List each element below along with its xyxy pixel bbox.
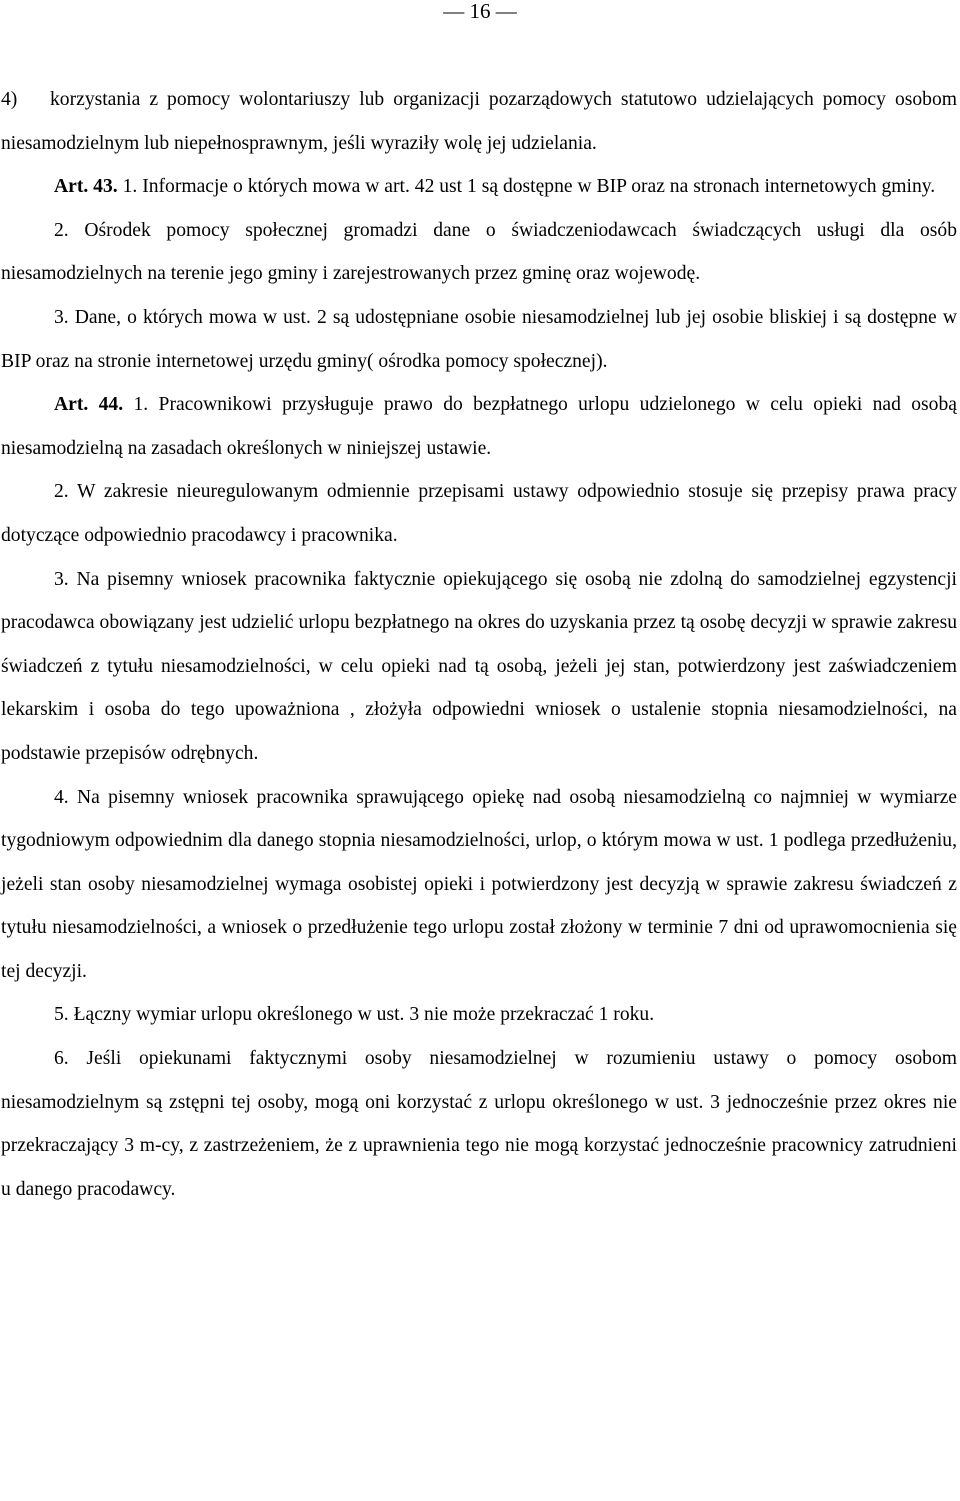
document-body: [1, 78, 957, 1211]
article-label: Art. 44.: [54, 394, 124, 416]
paragraph-text: Informacje o których mowa w art. 42 ust 1 są dostępne w BIP oraz na stronach internetowych gminy.: [142, 176, 936, 198]
page-number: — 16 —: [443, 0, 517, 23]
paragraph-number: 1.: [122, 176, 138, 198]
art-44-paragraph-1: [1, 383, 957, 470]
paragraph-number: 1.: [133, 394, 149, 416]
art-44-paragraph-2: 2. W zakresie nieuregulowanym odmiennie przepisami ustawy odpowiednio stosuje się przepisy prawa pracy dotyczące odpowiednio pracodawcy i pracownika.: [1, 481, 957, 546]
paragraph-text: Pracownikowi przysługuje prawo do bezpłatnego urlopu udzielonego w celu opieki nad osobą niesamodzielną na zasadach określonych w niniejszej ustawie.: [1, 394, 957, 459]
list-item-number: 4): [1, 89, 18, 110]
art-44-paragraph-4: 4. Na pisemny wniosek pracownika sprawującego opiekę nad osobą niesamodzielną co najmniej w wymiarze tygodniowym odpowiednim dla danego stopnia niesamodzielności, urlop, o którym mowa w ust. 1 podlega przedłużeniu, jeżeli stan osoby niesamodzielnej wymaga osobistej opieki i potwierdzony jest decyzją w sprawie zakresu świadczeń z tytułu niesamodzielności, a wniosek o przedłużenie tego urlopu został złożony w terminie 7 dni od uprawomocnienia się tej decyzji.: [1, 786, 957, 982]
list-item-text: korzystania z pomocy wolontariuszy lub organizacji pozarządowych statutowo udzielających pomocy osobom niesamodzielnym lub niepełnosprawnym, jeśli wyraziły wolę jej udzielania.: [1, 89, 957, 154]
art-44-paragraph-6: 6. Jeśli opiekunami faktycznymi osoby niesamodzielnej w rozumieniu ustawy o pomocy osobom niesamodzielnym są zstępni tej osoby, mogą oni korzystać z urlopu określonego w ust. 3 jednocześnie przez okres nie przekraczający 3 m-cy, z zastrzeżeniem, że z uprawnienia tego nie mogą korzystać jednocześnie pracownicy zatrudnieni u danego pracodawcy.: [1, 1048, 957, 1200]
art-44-paragraph-3: 3. Na pisemny wniosek pracownika faktycznie opiekującego się osobą nie zdolną do samodzielnej egzystencji pracodawca obowiązany jest udzielić urlopu bezpłatnego na okres do uzyskania przez tą osobę decyzji w sprawie zakresu świadczeń z tytułu niesamodzielności, w celu opieki nad tą osobą, jeżeli jej stan, potwierdzony jest zaświadczeniem lekarskim i osoba do tego upoważniona , złożyła odpowiedni wniosek o ustalenie stopnia niesamodzielności, na podstawie przepisów odrębnych.: [1, 568, 957, 764]
art-43-paragraph-2: 2. Ośrodek pomocy społecznej gromadzi dane o świadczeniodawcach świadczących usługi dla osób niesamodzielnych na terenie jego gminy i zarejestrowanych przez gminę oraz wojewodę.: [1, 219, 957, 285]
art-43-paragraph-1: [1, 165, 957, 209]
art-44-paragraph-5: 5. Łączny wymiar urlopu określonego w ust. 3 nie może przekraczać 1 roku.: [54, 1004, 655, 1026]
article-label: Art. 43.: [54, 176, 118, 198]
art-43-paragraph-3: 3. Dane, o których mowa w ust. 2 są udostępniane osobie niesamodzielnej lub jej osobie bliskiej i są dostępne w BIP oraz na stronie internetowej urzędu gminy( ośrodka pomocy społecznej).: [1, 306, 957, 372]
list-item-4: [1, 78, 957, 165]
